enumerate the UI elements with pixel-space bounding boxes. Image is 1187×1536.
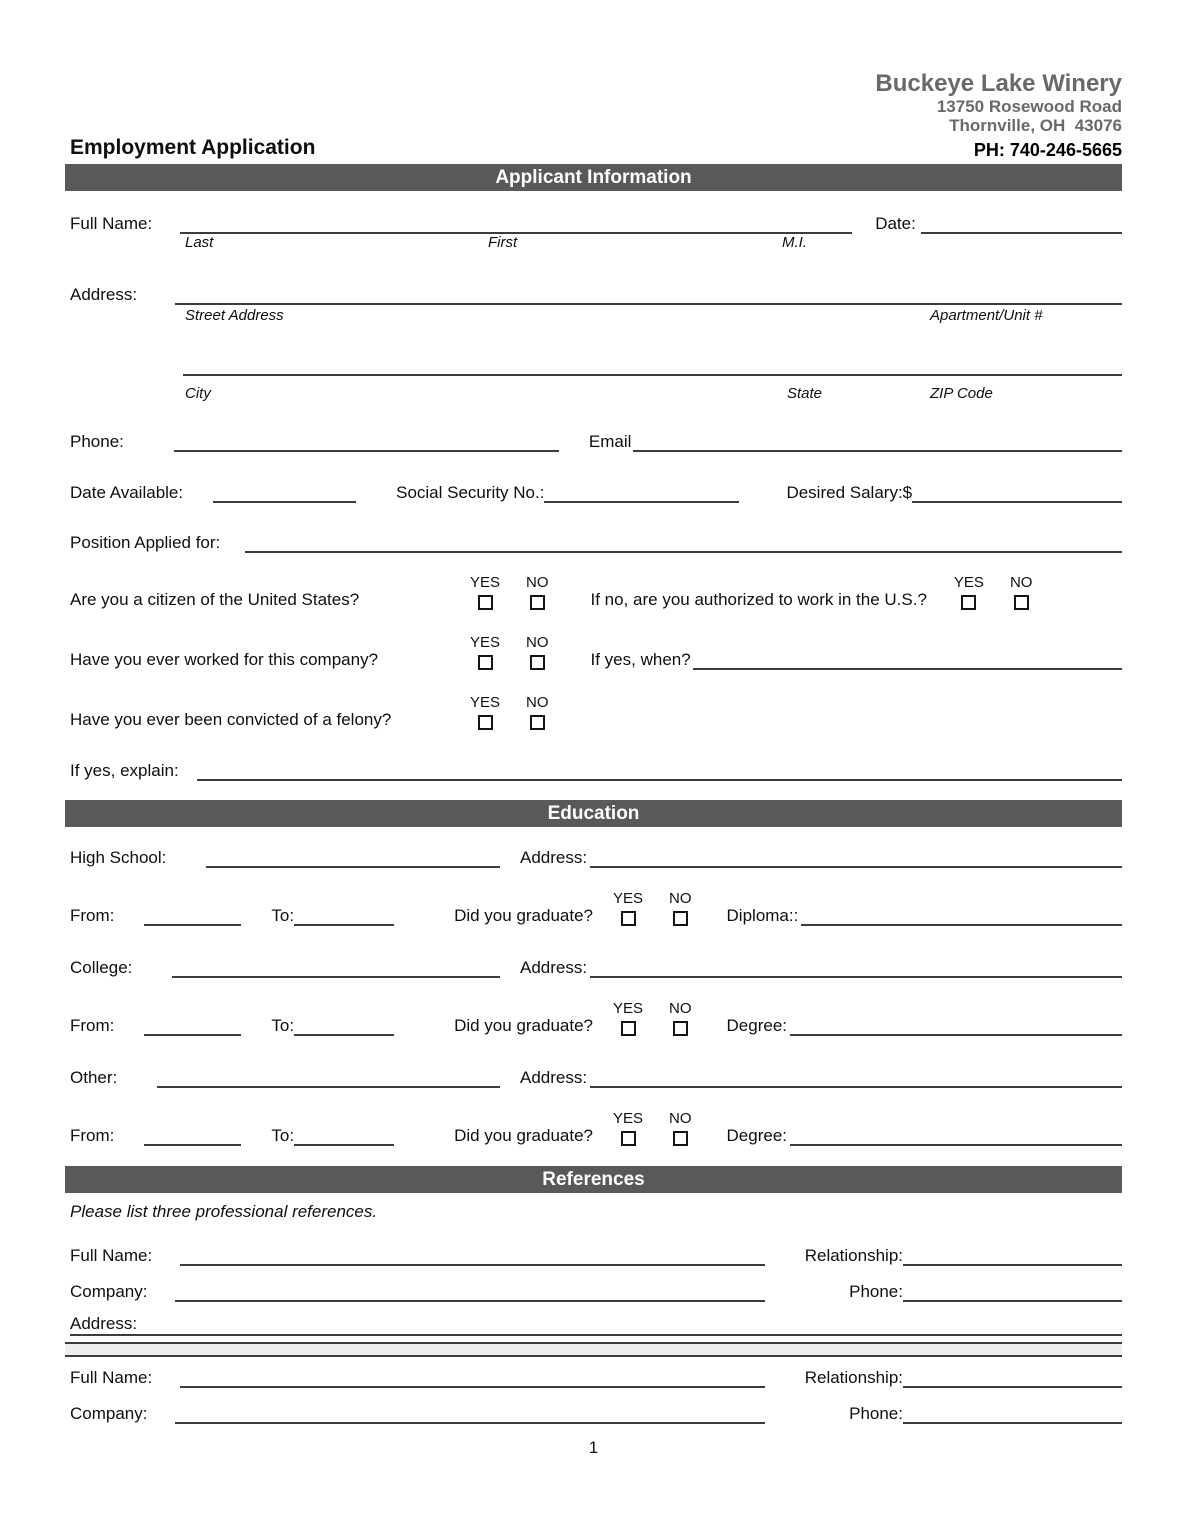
college-address-input-line[interactable]	[590, 956, 1122, 978]
city-hints	[70, 385, 1122, 403]
ref2-company-input-line[interactable]	[175, 1402, 765, 1424]
ref2-phone-input-line[interactable]	[903, 1402, 1122, 1424]
hs-from-input-line[interactable]	[144, 904, 241, 926]
college-graduate-label: Did you graduate?	[454, 1016, 594, 1035]
position-applied-label: Position Applied for:	[70, 533, 221, 552]
full-name-input-line[interactable]	[180, 212, 852, 234]
other-degree-label: Degree:	[726, 1126, 788, 1145]
no-label: NO	[669, 890, 692, 907]
college-address-label: Address:	[520, 958, 588, 977]
authorized-no-checkbox[interactable]	[1014, 595, 1029, 610]
college-label: College:	[70, 958, 133, 977]
no-label: NO	[526, 694, 549, 711]
other-from-input-line[interactable]	[144, 1124, 241, 1146]
other-graduate-label: Did you graduate?	[454, 1126, 594, 1145]
worked-yes-checkbox[interactable]	[478, 655, 493, 670]
address-label: Address:	[70, 285, 138, 304]
date-label: Date:	[875, 214, 916, 233]
ref2-company-label: Company:	[70, 1404, 148, 1423]
middle-initial-hint: M.I.	[782, 234, 807, 251]
ref1-relationship-input-line[interactable]	[903, 1244, 1122, 1266]
section-header-education: Education	[65, 800, 1122, 827]
city-hint: City	[185, 385, 211, 402]
yes-label: YES	[470, 574, 501, 591]
hs-address-label: Address:	[520, 848, 588, 867]
section-header-references: References	[65, 1166, 1122, 1193]
other-to-input-line[interactable]	[294, 1124, 394, 1146]
other-to-label: To:	[271, 1126, 295, 1145]
citizen-yes-checkbox[interactable]	[478, 595, 493, 610]
if-yes-when-label: If yes, when?	[590, 650, 691, 669]
ref1-address-input-line[interactable]	[70, 1314, 1122, 1336]
city-state-zip-input-line[interactable]	[183, 354, 1122, 376]
other-school-label: Other:	[70, 1068, 118, 1087]
hs-diploma-label: Diploma::	[726, 906, 799, 925]
yes-label: YES	[613, 890, 644, 907]
ref1-relationship-label: Relationship:	[804, 1246, 903, 1265]
worked-no-checkbox[interactable]	[530, 655, 545, 670]
felony-no-checkbox[interactable]	[530, 715, 545, 730]
hs-diploma-input-line[interactable]	[801, 904, 1122, 926]
citizen-checkbox-group	[470, 574, 549, 610]
no-label: NO	[526, 574, 549, 591]
hs-to-label: To:	[271, 906, 295, 925]
other-graduate-yes-checkbox[interactable]	[621, 1131, 636, 1146]
date-available-input-line[interactable]	[213, 481, 356, 503]
college-from-input-line[interactable]	[144, 1014, 241, 1036]
felony-explain-input-line[interactable]	[197, 759, 1122, 781]
reference-divider	[65, 1342, 1122, 1357]
college-name-input-line[interactable]	[172, 956, 500, 978]
ref2-phone-label: Phone:	[849, 1404, 903, 1423]
company-street: 13750 Rosewood Road	[936, 97, 1122, 117]
other-address-input-line[interactable]	[590, 1066, 1122, 1088]
college-graduate-yes-checkbox[interactable]	[621, 1021, 636, 1036]
form-title: Employment Application	[70, 136, 316, 159]
phone-label: Phone:	[70, 432, 124, 451]
hs-to-input-line[interactable]	[294, 904, 394, 926]
hs-graduate-checkbox-group	[613, 890, 692, 926]
date-available-label: Date Available:	[70, 483, 184, 502]
high-school-label: High School:	[70, 848, 167, 867]
street-address-hint: Street Address	[185, 307, 284, 324]
if-yes-explain-label: If yes, explain:	[70, 761, 179, 780]
ref2-name-input-line[interactable]	[180, 1366, 765, 1388]
college-graduate-checkbox-group	[613, 1000, 692, 1036]
apartment-unit-hint: Apartment/Unit #	[930, 307, 1043, 324]
ref2-relationship-label: Relationship:	[804, 1368, 903, 1387]
felony-yes-checkbox[interactable]	[478, 715, 493, 730]
college-degree-input-line[interactable]	[790, 1014, 1122, 1036]
other-address-label: Address:	[520, 1068, 588, 1087]
yes-label: YES	[953, 574, 984, 591]
no-label: NO	[1009, 574, 1033, 591]
worked-question-label: Have you ever worked for this company?	[70, 650, 379, 669]
hs-graduate-label: Did you graduate?	[454, 906, 594, 925]
hs-graduate-yes-checkbox[interactable]	[621, 911, 636, 926]
other-graduate-checkbox-group	[613, 1110, 692, 1146]
college-to-input-line[interactable]	[294, 1014, 394, 1036]
ref1-full-name-label: Full Name:	[70, 1246, 153, 1265]
desired-salary-label: Desired Salary:$	[786, 483, 913, 502]
other-from-label: From:	[70, 1126, 115, 1145]
zip-code-hint: ZIP Code	[930, 385, 993, 402]
section-header-applicant-information: Applicant Information	[65, 164, 1122, 191]
if-yes-when-input-line[interactable]	[693, 648, 1122, 670]
college-from-label: From:	[70, 1016, 115, 1035]
authorized-question-label: If no, are you authorized to work in the U.S.?	[590, 590, 927, 609]
no-label: NO	[526, 634, 549, 651]
yes-label: YES	[470, 634, 501, 651]
company-city-state-zip: Thornville, OH 43076	[949, 116, 1122, 136]
desired-salary-input-line[interactable]	[912, 481, 1122, 503]
ssn-input-line[interactable]	[544, 481, 739, 503]
hs-name-input-line[interactable]	[206, 846, 500, 868]
phone-input-line[interactable]	[174, 430, 559, 452]
email-label: Email	[588, 432, 632, 451]
company-phone: PH: 740-246-5665	[973, 139, 1122, 160]
ref1-phone-label: Phone:	[849, 1282, 903, 1301]
ref1-address-label: Address:	[70, 1314, 138, 1333]
felony-question-label: Have you ever been convicted of a felony?	[70, 710, 392, 729]
company-header	[875, 70, 1122, 160]
other-graduate-no-checkbox[interactable]	[673, 1131, 688, 1146]
street-hints	[70, 307, 1122, 325]
yes-label: YES	[613, 1000, 644, 1017]
street-address-input-line[interactable]	[175, 283, 1122, 305]
ssn-label: Social Security No.:	[396, 483, 545, 502]
state-hint: State	[787, 385, 823, 402]
full-name-label: Full Name:	[70, 214, 153, 233]
authorized-checkbox-group	[954, 574, 1033, 610]
name-hints	[70, 234, 1122, 252]
college-degree-label: Degree:	[726, 1016, 788, 1035]
other-name-input-line[interactable]	[157, 1066, 500, 1088]
college-to-label: To:	[271, 1016, 295, 1035]
position-applied-input-line[interactable]	[245, 531, 1122, 553]
hs-from-label: From:	[70, 906, 115, 925]
citizen-no-checkbox[interactable]	[530, 595, 545, 610]
yes-label: YES	[613, 1110, 644, 1127]
other-degree-input-line[interactable]	[790, 1124, 1122, 1146]
citizen-question-label: Are you a citizen of the United States?	[70, 590, 360, 609]
college-graduate-no-checkbox[interactable]	[673, 1021, 688, 1036]
ref2-full-name-label: Full Name:	[70, 1368, 153, 1387]
references-intro: Please list three professional references.	[70, 1202, 378, 1221]
ref1-name-input-line[interactable]	[180, 1244, 765, 1266]
ref1-phone-input-line[interactable]	[903, 1280, 1122, 1302]
last-name-hint: Last	[185, 234, 214, 251]
no-label: NO	[669, 1000, 692, 1017]
ref1-company-input-line[interactable]	[175, 1280, 765, 1302]
first-name-hint: First	[488, 234, 518, 251]
no-label: NO	[669, 1110, 692, 1127]
email-input-line[interactable]	[633, 430, 1122, 452]
hs-graduate-no-checkbox[interactable]	[673, 911, 688, 926]
authorized-yes-checkbox[interactable]	[961, 595, 976, 610]
company-name: Buckeye Lake Winery	[875, 70, 1122, 97]
date-input-line[interactable]	[921, 212, 1122, 234]
ref1-company-label: Company:	[70, 1282, 148, 1301]
worked-checkbox-group	[470, 634, 549, 670]
ref2-relationship-input-line[interactable]	[903, 1366, 1122, 1388]
hs-address-input-line[interactable]	[590, 846, 1122, 868]
felony-checkbox-group	[470, 694, 549, 730]
yes-label: YES	[470, 694, 501, 711]
page-number: 1	[588, 1438, 599, 1457]
